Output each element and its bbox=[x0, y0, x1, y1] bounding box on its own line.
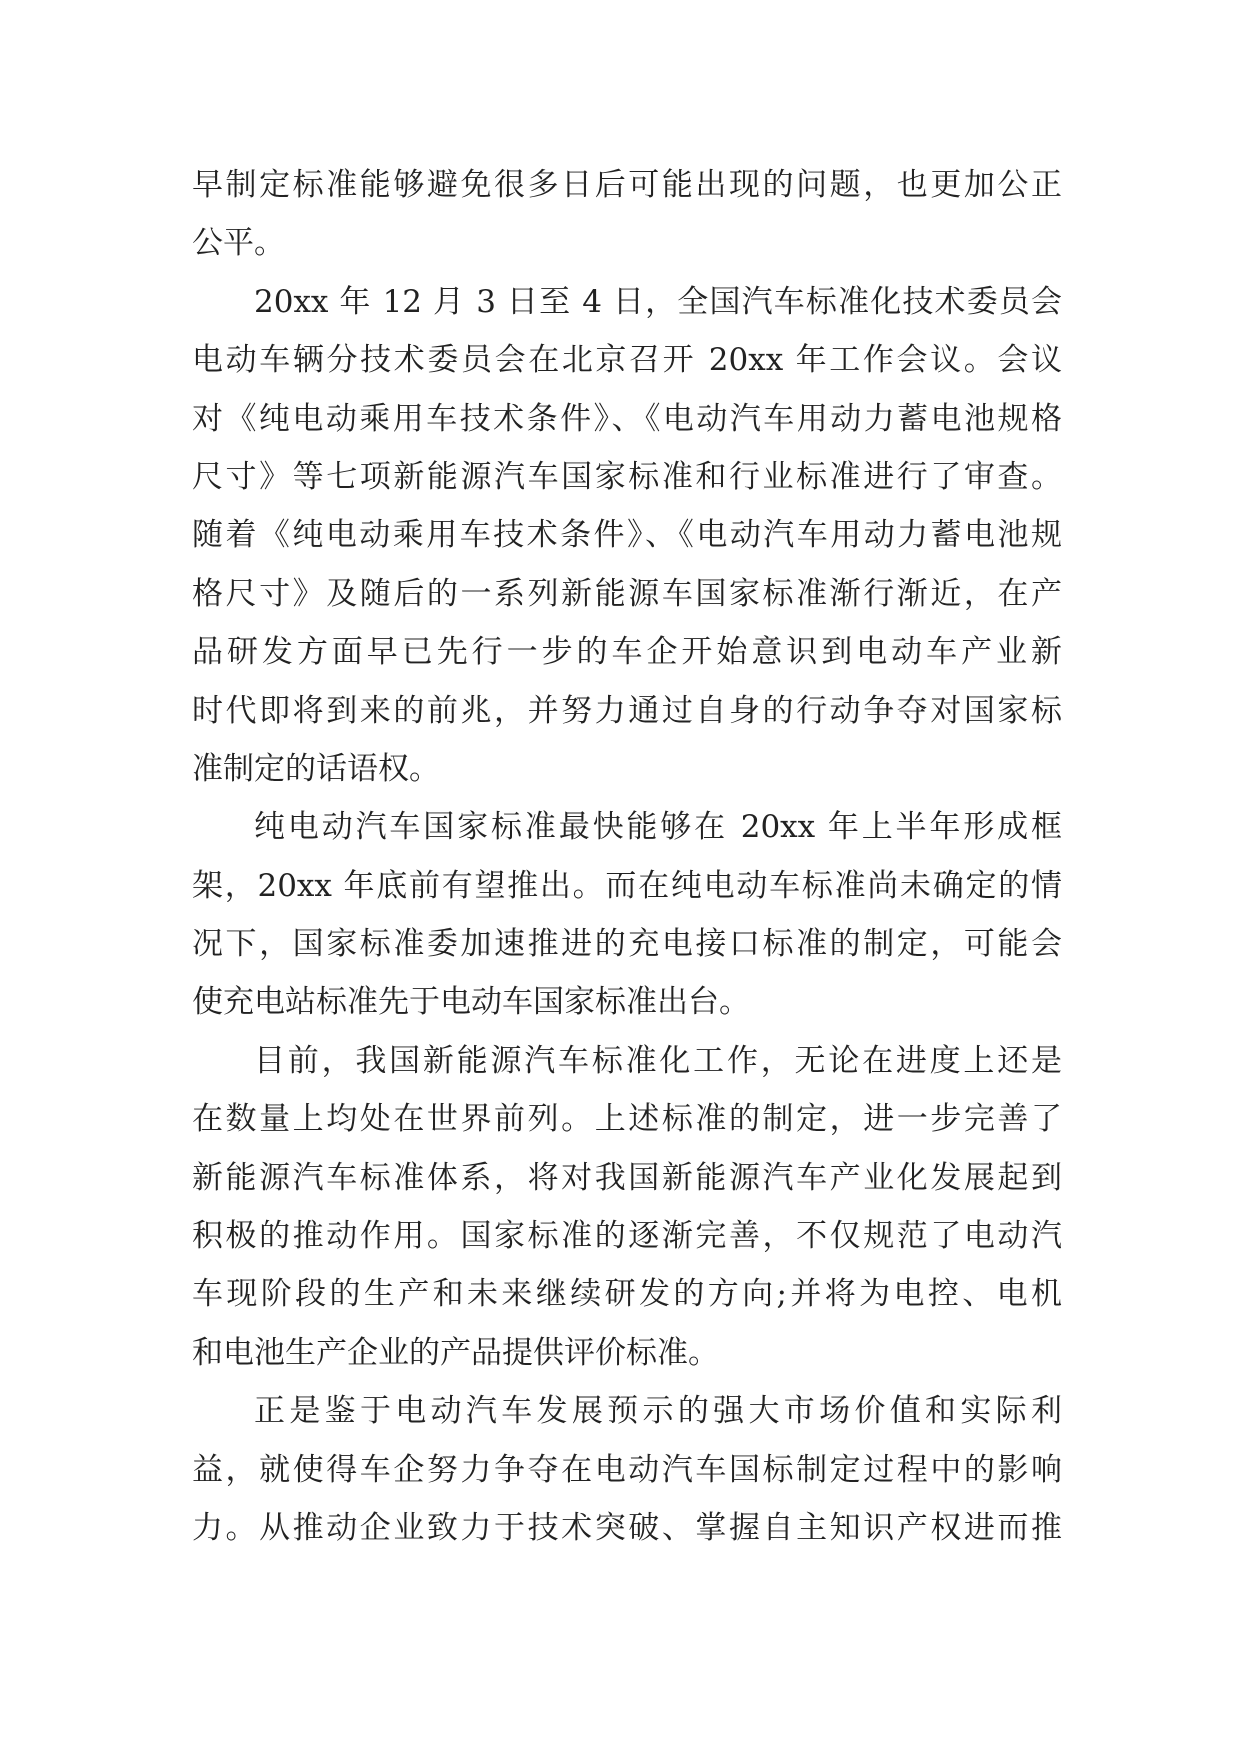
text-line: 益，就使得车企努力争夺在电动汽车国标制定过程中的影响 bbox=[192, 1451, 1062, 1488]
text-line: 格尺寸》及随后的一系列新能源车国家标准渐行渐近，在产 bbox=[192, 575, 1062, 612]
text-line: 在数量上均处在世界前列。上述标准的制定，进一步完善了 bbox=[192, 1101, 1062, 1138]
text-line: 架，20xx 年底前有望推出。而在纯电动车标准尚未确定的情 bbox=[192, 867, 1062, 904]
text-line: 况下，国家标准委加速推进的充电接口标准的制定，可能会 bbox=[192, 926, 1062, 963]
text-line: 电动车辆分技术委员会在北京召开 20xx 年工作会议。会议 bbox=[192, 342, 1062, 379]
text-line: 20xx 年 12 月 3 日至 4 日，全国汽车标准化技术委员会 bbox=[254, 283, 1062, 320]
text-line: 积极的推动作用。国家标准的逐渐完善，不仅规范了电动汽 bbox=[192, 1218, 1062, 1255]
text-line: 对《纯电动乘用车技术条件》、《电动汽车用动力蓄电池规格 bbox=[192, 400, 1062, 437]
text-line: 新能源汽车标准体系，将对我国新能源汽车产业化发展起到 bbox=[192, 1159, 1062, 1196]
text-line: 早制定标准能够避免很多日后可能出现的问题，也更加公正 bbox=[192, 167, 1062, 203]
text-line: 纯电动汽车国家标准最快能够在 20xx 年上半年形成框 bbox=[254, 809, 1062, 846]
text-line: 使充电站标准先于电动车国家标准出台。 bbox=[192, 984, 750, 1021]
text-line: 准制定的话语权。 bbox=[192, 750, 440, 787]
document-body bbox=[192, 156, 1062, 1557]
text-line: 品研发方面早已先行一步的车企开始意识到电动车产业新 bbox=[192, 634, 1062, 671]
text-line: 正是鉴于电动汽车发展预示的强大市场价值和实际利 bbox=[254, 1393, 1062, 1430]
text-line: 随着《纯电动乘用车技术条件》、《电动汽车用动力蓄电池规 bbox=[192, 517, 1062, 554]
text-line: 公平。 bbox=[192, 225, 285, 262]
text-line: 和电池生产企业的产品提供评价标准。 bbox=[192, 1334, 719, 1371]
text-line: 尺寸》等七项新能源汽车国家标准和行业标准进行了审查。 bbox=[192, 458, 1062, 495]
text-line: 目前，我国新能源汽车标准化工作，无论在进度上还是 bbox=[254, 1042, 1062, 1079]
text-line: 时代即将到来的前兆，并努力通过自身的行动争夺对国家标 bbox=[192, 692, 1062, 729]
text-line: 力。从推动企业致力于技术突破、掌握自主知识产权进而推 bbox=[192, 1509, 1062, 1546]
text-line: 车现阶段的生产和未来继续研发的方向;并将为电控、电机 bbox=[192, 1276, 1062, 1313]
